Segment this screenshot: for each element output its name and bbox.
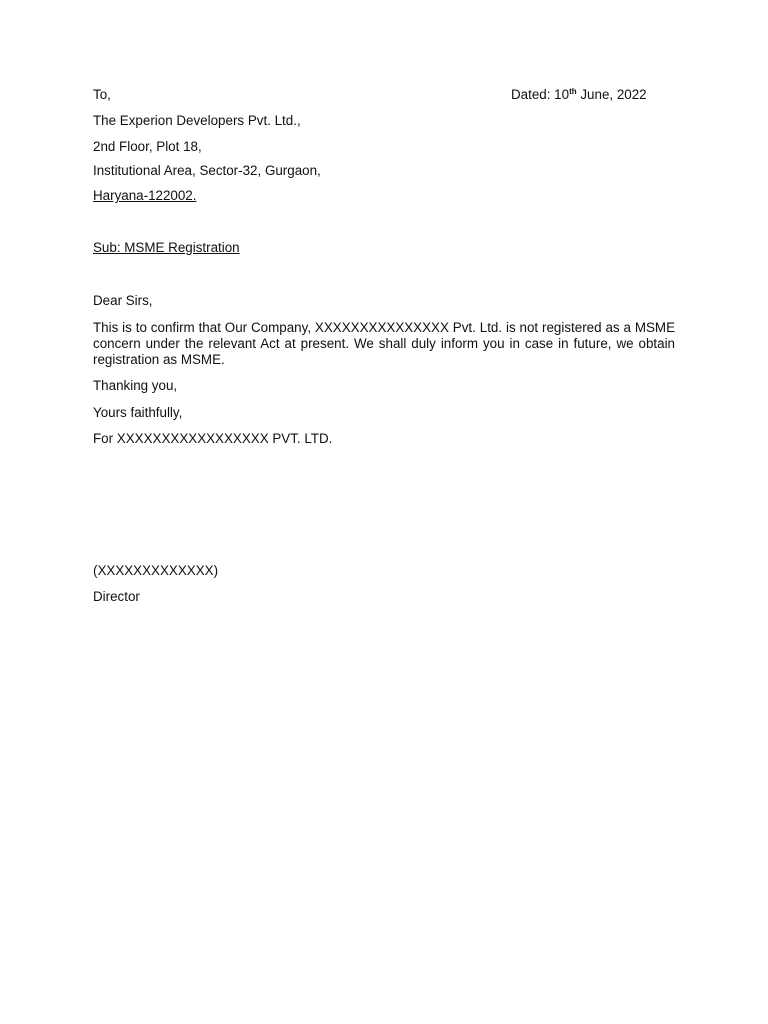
for-company-line: For XXXXXXXXXXXXXXXXX PVT. LTD. bbox=[93, 431, 333, 446]
closing-line: Yours faithfully, bbox=[93, 405, 183, 420]
date-rest: June, 2022 bbox=[576, 87, 647, 102]
recipient-address-line-3: Haryana-122002. bbox=[93, 188, 197, 203]
date-ordinal-suffix: th bbox=[569, 87, 577, 96]
body-paragraph: This is to confirm that Our Company, XXXXXXXXXXXXXXX Pvt. Ltd. is not registered as a MSME concern under the relevant Act at present. We shall duly inform you in case in future, we obtain registration as MSME. bbox=[93, 320, 675, 367]
letter-date bbox=[511, 87, 647, 103]
signatory-name: (XXXXXXXXXXXXX) bbox=[93, 563, 219, 578]
recipient-address-line-1: 2nd Floor, Plot 18, bbox=[93, 139, 202, 154]
salutation: Dear Sirs, bbox=[93, 293, 153, 308]
signatory-title: Director bbox=[93, 589, 140, 604]
to-label: To, bbox=[93, 87, 111, 102]
recipient-address-line-2: Institutional Area, Sector-32, Gurgaon, bbox=[93, 163, 321, 178]
recipient-company: The Experion Developers Pvt. Ltd., bbox=[93, 113, 301, 128]
thanks-line: Thanking you, bbox=[93, 378, 178, 393]
date-prefix: Dated: 10 bbox=[511, 87, 570, 102]
subject-line: Sub: MSME Registration bbox=[93, 240, 240, 255]
